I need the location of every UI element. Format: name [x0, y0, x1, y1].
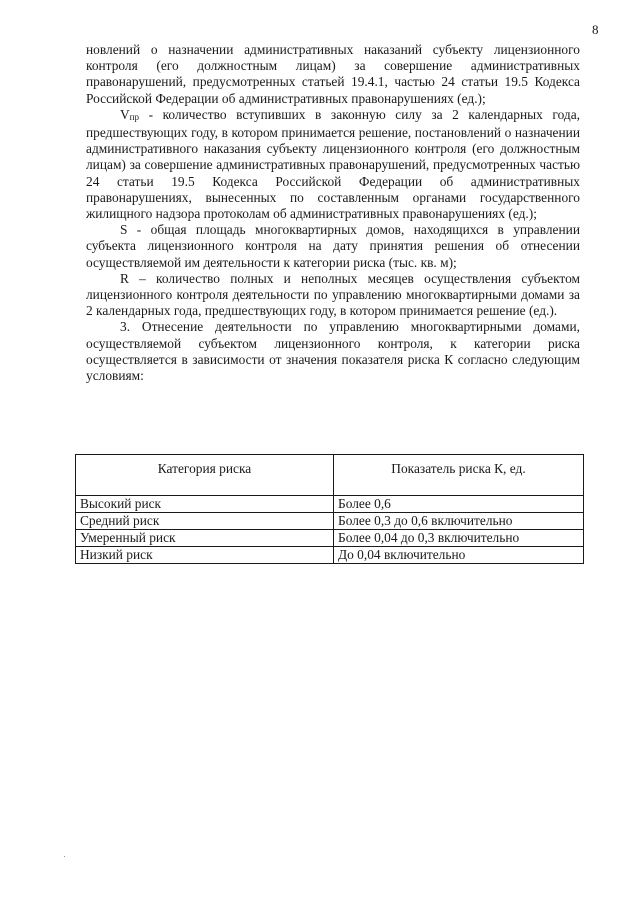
vpr-text: - количество вступивших в законную силу за 2 календарных года, предшествующих году, в котором принимается решение, постановлений о назначении административного наказания субъекту лицензионного контроля (его должностным лицам) за совершение административных правонарушений, предусмотренных частью 24 статьи 19.5 Кодекса Российской Федерации об административных правонарушениях, вынесенных по составленным органами государственного жилищного надзора протоколам об административных правонарушениях (ед.);: [86, 106, 580, 222]
paragraph-continuation: новлений о назначении административных наказаний субъекту лицензионного контроля (его должностным лицам) за совершение административных правонарушений, предусмотренных статьей 19.4.1, частью 24 статьи 19.5 Кодекса Российской Федерации об административных правонарушениях (ед.);: [86, 42, 580, 106]
risk-category-table: [75, 454, 584, 564]
risk-category-cell: Низкий риск: [76, 547, 334, 564]
paragraph-vpr-definition: [86, 107, 580, 222]
table-header-row: [76, 455, 584, 496]
risk-category-cell: Высокий риск: [76, 496, 334, 513]
header-risk-category: Категория риска: [76, 455, 334, 496]
risk-value-cell: До 0,04 включительно: [334, 547, 584, 564]
risk-category-cell: Умеренный риск: [76, 530, 334, 547]
table-row: [76, 530, 584, 547]
table-row: [76, 513, 584, 530]
paragraph-s-definition: S - общая площадь многоквартирных домов, находящихся в управлении субъекта лицензионного контроля на дату принятия решения об отнесении осуществляемой им деятельности к категории риска (тыс. кв. м);: [86, 222, 580, 270]
table-row: [76, 547, 584, 564]
page-number: 8: [592, 22, 599, 37]
document-body: [86, 42, 580, 384]
risk-value-cell: Более 0,3 до 0,6 включительно: [334, 513, 584, 530]
symbol-v: V: [120, 106, 130, 122]
risk-value-cell: Более 0,04 до 0,3 включительно: [334, 530, 584, 547]
scan-speck: [64, 856, 65, 857]
paragraph-risk-assignment: 3. Отнесение деятельности по управлению многоквартирными домами, осуществляемой субъектом лицензионного контроля, к категории риска осуществляется в зависимости от значения показателя риска К согласно следующим условиям:: [86, 319, 580, 384]
header-risk-indicator: Показатель риска К, ед.: [334, 455, 584, 496]
symbol-subscript: пр: [129, 111, 139, 122]
risk-value-cell: Более 0,6: [334, 496, 584, 513]
risk-category-cell: Средний риск: [76, 513, 334, 530]
table-row: [76, 496, 584, 513]
paragraph-r-definition: R – количество полных и неполных месяцев осуществления субъектом лицензионного контроля деятельности по управлению многоквартирными домами за 2 календарных года, предшествующих году, в котором принимается решение (ед.).: [86, 270, 580, 319]
